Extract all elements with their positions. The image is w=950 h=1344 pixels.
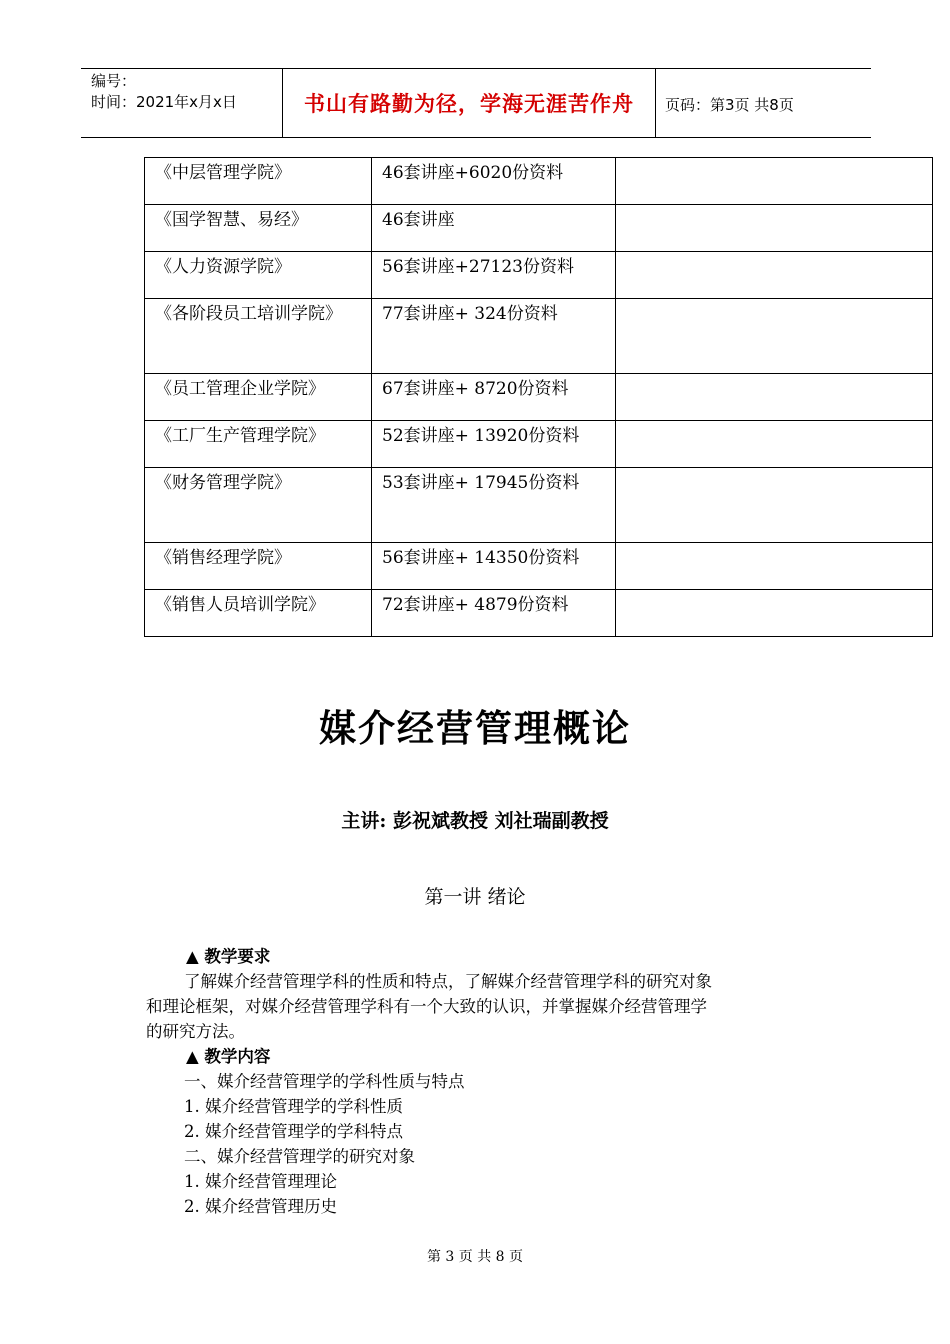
page-label: 页码：第3页 共8页 — [665, 96, 794, 114]
content-item: 一、媒介经营管理学的学科性质与特点 — [184, 1072, 465, 1091]
table-cell-note — [616, 252, 933, 299]
cell-text: 52套讲座+ 13920份资料 — [382, 426, 580, 446]
cell-text: 《工厂生产管理学院》 — [155, 426, 325, 446]
table-cell-note — [616, 374, 933, 421]
table-cell-content — [372, 374, 616, 421]
page-header — [81, 68, 871, 138]
table-cell-name — [145, 374, 372, 421]
requirements-text: 的研究方法。 — [146, 1022, 245, 1041]
cell-text: 56套讲座+ 14350份资料 — [382, 548, 580, 568]
document-body — [146, 944, 810, 1219]
table-cell-note — [616, 299, 933, 374]
table-cell-note — [616, 543, 933, 590]
table-cell-note — [616, 590, 933, 637]
table-cell-content — [372, 421, 616, 468]
table-cell-content — [372, 468, 616, 543]
cell-text: 53套讲座+ 17945份资料 — [382, 473, 580, 493]
time-label: 时间：2021年x月x日 — [91, 93, 237, 111]
table-row — [145, 468, 933, 543]
table-cell-name — [145, 205, 372, 252]
cell-text: 《国学智慧、易经》 — [155, 210, 308, 230]
cell-text: 72套讲座+ 4879份资料 — [382, 595, 569, 615]
content-item: 1. 媒介经营管理理论 — [184, 1172, 337, 1191]
table-row — [145, 374, 933, 421]
table-cell-content — [372, 299, 616, 374]
table-row — [145, 158, 933, 205]
cell-text: 《各阶段员工培训学院》 — [155, 304, 342, 324]
content-item: 二、媒介经营管理学的研究对象 — [184, 1147, 415, 1166]
requirements-heading: ▲ 教学要求 — [186, 947, 271, 966]
table-cell-name — [145, 590, 372, 637]
table-cell-name — [145, 421, 372, 468]
cell-text: 67套讲座+ 8720份资料 — [382, 379, 569, 399]
table-cell-content — [372, 252, 616, 299]
table-row — [145, 205, 933, 252]
cell-text: 《销售人员培训学院》 — [155, 595, 325, 615]
table-cell-note — [616, 468, 933, 543]
content-item: 1. 媒介经营管理学的学科性质 — [184, 1097, 403, 1116]
cell-text: 《员工管理企业学院》 — [155, 379, 325, 399]
table-cell-note — [616, 421, 933, 468]
table-cell-name — [145, 299, 372, 374]
lecture-title: 第一讲 绪论 — [424, 886, 526, 908]
table-cell-name — [145, 543, 372, 590]
header-divider — [655, 69, 656, 137]
table-row — [145, 590, 933, 637]
content-item: 2. 媒介经营管理学的学科特点 — [184, 1122, 403, 1141]
cell-text: 56套讲座+27123份资料 — [382, 257, 574, 277]
table-row — [145, 543, 933, 590]
cell-text: 《中层管理学院》 — [155, 163, 291, 183]
table-cell-content — [372, 158, 616, 205]
table-cell-note — [616, 205, 933, 252]
table-cell-name — [145, 158, 372, 205]
header-motto: 书山有路勤为径，学海无涯苦作舟 — [304, 92, 634, 116]
table-cell-content — [372, 205, 616, 252]
cell-text: 46套讲座+6020份资料 — [382, 163, 564, 183]
table-row — [145, 299, 933, 374]
table-cell-content — [372, 543, 616, 590]
content-heading: ▲ 教学内容 — [186, 1047, 271, 1066]
header-meta — [91, 71, 237, 113]
table-row — [145, 421, 933, 468]
document-title: 媒介经营管理概论 — [319, 707, 631, 750]
number-label: 编号： — [91, 72, 137, 90]
requirements-text: 和理论框架，对媒介经营管理学科有一个大致的认识，并掌握媒介经营管理学 — [146, 997, 707, 1016]
cell-text: 《财务管理学院》 — [155, 473, 291, 493]
course-table — [144, 157, 933, 637]
page-footer: 第 3 页 共 8 页 — [426, 1249, 524, 1265]
requirements-text: 了解媒介经营管理学科的性质和特点，了解媒介经营管理学科的研究对象 — [184, 972, 712, 991]
table-cell-name — [145, 252, 372, 299]
cell-text: 46套讲座 — [382, 210, 455, 230]
cell-text: 《销售经理学院》 — [155, 548, 291, 568]
table-cell-content — [372, 590, 616, 637]
lecturers: 主讲: 彭祝斌教授 刘社瑞副教授 — [341, 810, 609, 832]
table-row — [145, 252, 933, 299]
cell-text: 《人力资源学院》 — [155, 257, 291, 277]
table-cell-name — [145, 468, 372, 543]
table-cell-note — [616, 158, 933, 205]
content-item: 2. 媒介经营管理历史 — [184, 1197, 337, 1216]
cell-text: 77套讲座+ 324份资料 — [382, 304, 558, 324]
